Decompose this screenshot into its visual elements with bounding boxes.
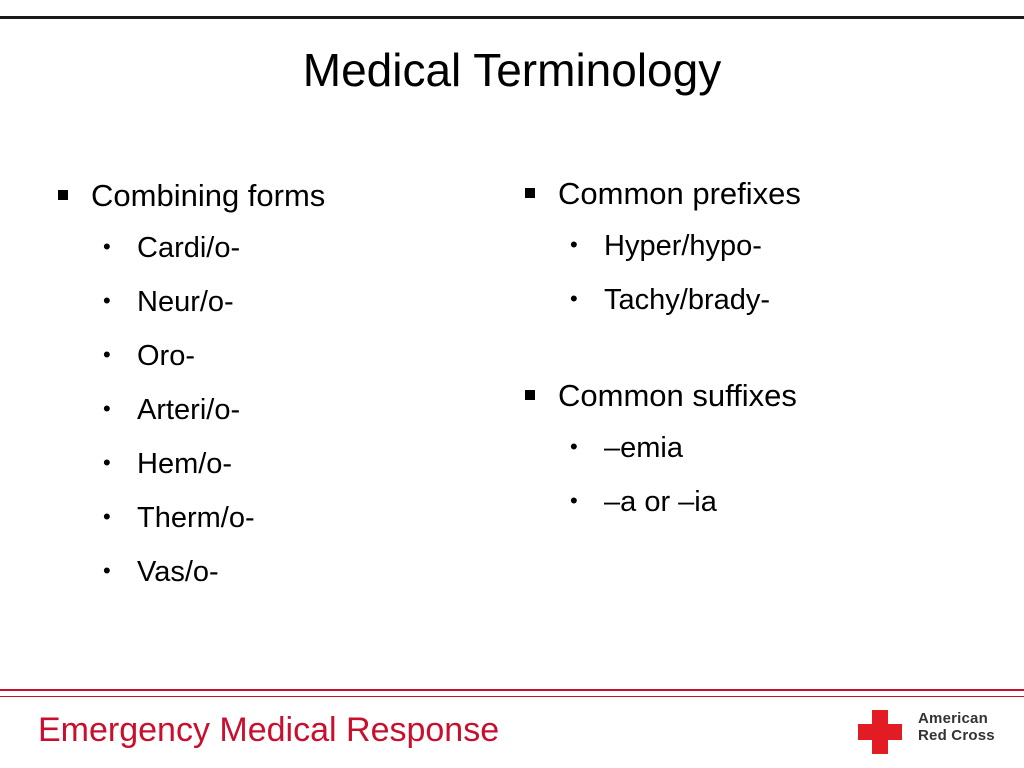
spacer — [525, 328, 985, 370]
list-item — [58, 330, 488, 384]
item-text: Therm/o- — [137, 502, 255, 534]
heading-text: Combining forms — [91, 178, 326, 213]
combining-forms-heading — [58, 170, 488, 222]
bullet-icon: • — [570, 434, 578, 459]
bullet-icon: • — [570, 488, 578, 513]
square-bullet-icon — [525, 390, 535, 400]
list-item — [525, 220, 985, 274]
list-item — [525, 274, 985, 328]
item-text: Vas/o- — [137, 556, 219, 588]
right-column — [525, 168, 985, 530]
item-text: –emia — [604, 432, 683, 464]
bullet-icon: • — [103, 558, 111, 583]
heading-text: Common suffixes — [558, 378, 797, 413]
bullet-icon: • — [570, 232, 578, 257]
bullet-icon: • — [103, 396, 111, 421]
list-item — [58, 492, 488, 546]
list-item — [58, 384, 488, 438]
bullet-icon: • — [103, 234, 111, 259]
bullet-icon: • — [103, 450, 111, 475]
red-cross-icon — [858, 710, 902, 754]
slide-title: Medical Terminology — [302, 44, 722, 96]
bullet-icon: • — [103, 342, 111, 367]
list-item — [525, 476, 985, 530]
logo-line-2: Red Cross — [918, 727, 995, 744]
prefixes-heading — [525, 168, 985, 220]
footer-divider — [0, 689, 1024, 691]
list-item — [58, 438, 488, 492]
top-divider — [0, 16, 1024, 19]
footer-title: Emergency Medical Response — [38, 711, 500, 749]
item-text: Hem/o- — [137, 448, 233, 480]
logo-text — [918, 710, 995, 744]
bullet-icon: • — [570, 286, 578, 311]
item-text: Arteri/o- — [137, 394, 241, 426]
list-item — [58, 276, 488, 330]
bullet-icon: • — [103, 288, 111, 313]
logo-line-1: American — [918, 710, 988, 727]
list-item — [58, 546, 488, 600]
item-text: Neur/o- — [137, 286, 234, 318]
item-text: Hyper/hypo- — [604, 230, 762, 262]
red-cross-logo — [858, 708, 1008, 754]
list-item — [58, 222, 488, 276]
footer-divider-thin — [0, 696, 1024, 697]
suffixes-heading — [525, 370, 985, 422]
bullet-icon: • — [103, 504, 111, 529]
item-text: Oro- — [137, 340, 195, 372]
item-text: Cardi/o- — [137, 232, 241, 264]
square-bullet-icon — [58, 190, 68, 200]
list-item — [525, 422, 985, 476]
heading-text: Common prefixes — [558, 176, 801, 211]
item-text: –a or –ia — [604, 486, 717, 518]
left-column — [58, 170, 488, 600]
item-text: Tachy/brady- — [604, 284, 771, 316]
square-bullet-icon — [525, 188, 535, 198]
